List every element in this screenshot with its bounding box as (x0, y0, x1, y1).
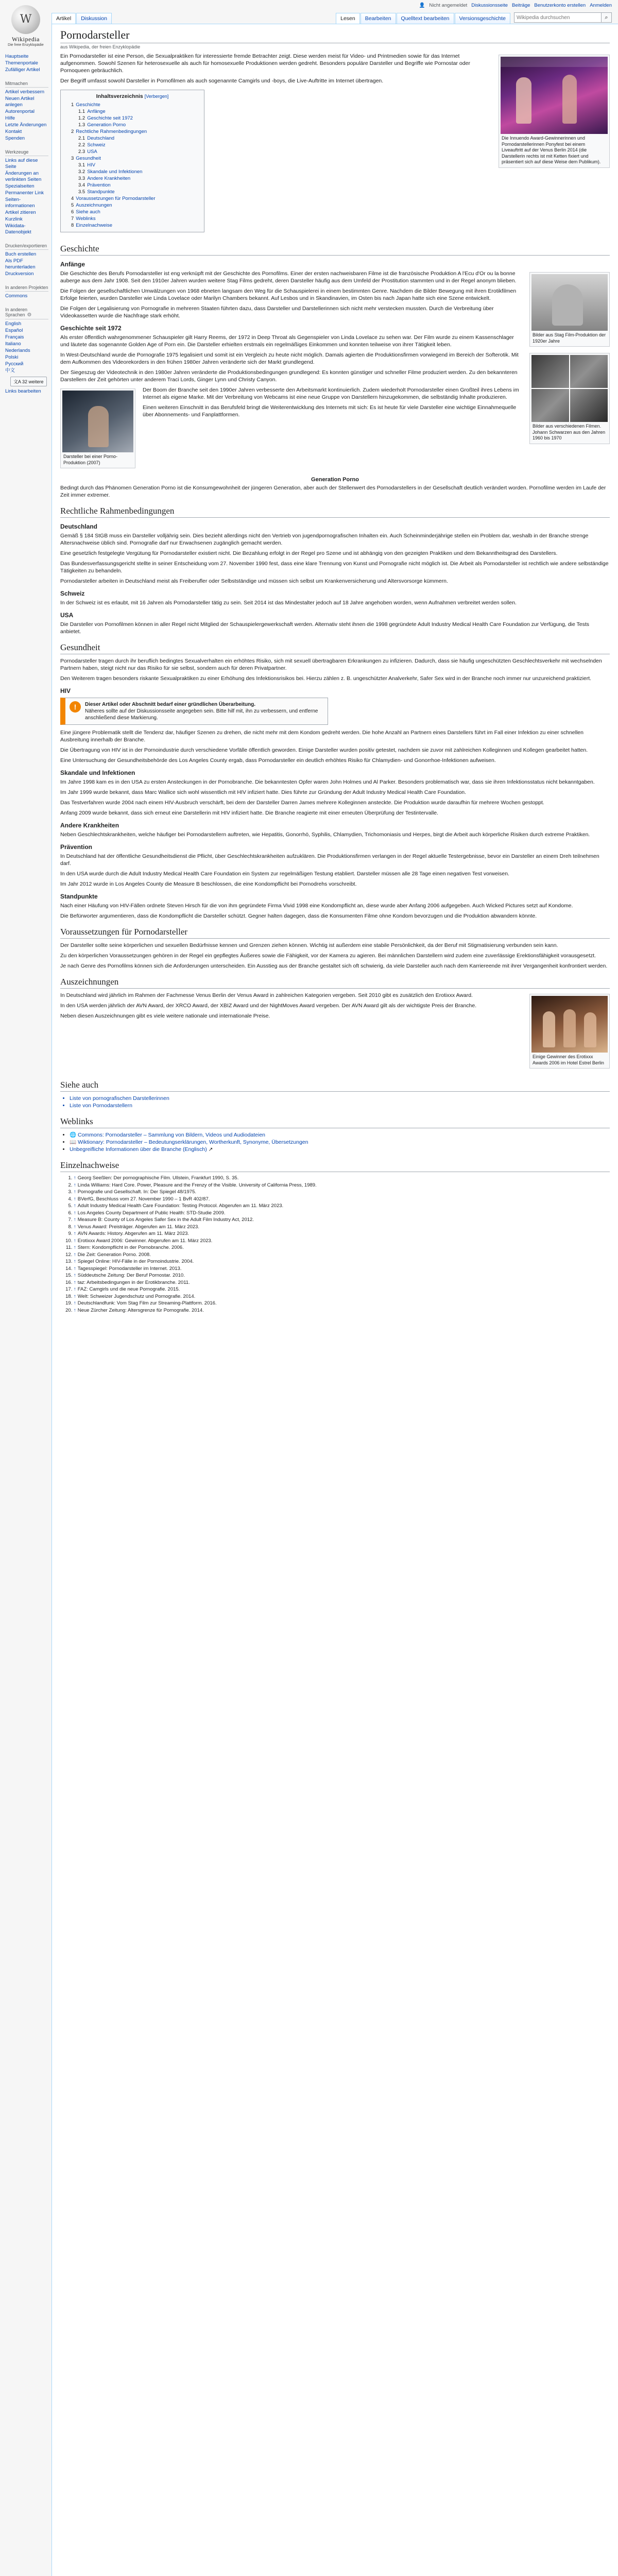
werkzeuge-item[interactable]: Wikidata-Datenobjekt (5, 223, 31, 235)
reference-item (74, 1266, 610, 1273)
table-of-contents (60, 90, 204, 232)
toc-label: Skandale und Infektionen (87, 169, 143, 175)
photo-award-winners[interactable] (531, 996, 608, 1053)
reference-text: Neue Zürcher Zeitung: Altersgrenze für Pornografie. 2014. (77, 1307, 204, 1313)
paragraph: Pornodarsteller arbeiten in Deutschland meist als Freiberufler oder Selbstständige und müssen sich selbst um Krankenversicherung und Altersvorsorge kümmern. (60, 578, 448, 584)
nav-portlet (0, 52, 52, 76)
search-box (514, 12, 612, 23)
sidebar (0, 0, 52, 2576)
reference-list (60, 1175, 610, 1314)
paragraph: Pornodarsteller tragen durch ihr beruflich bedingtes Sexualverhalten ein erhöhtes Risiko, sich mit sexuell übertragbaren Erkrankungen zu infizieren. Dadurch, dass sie häufig ungeschützten Geschlechtsverkehr mit wechselnden Partnern haben, steigt nicht nur das Risiko für sie selbst, sondern auch für deren Privatpartner. (60, 658, 602, 671)
portlet-heading: Mitmachen (5, 81, 48, 88)
backlink-icon[interactable]: ↑ (74, 1293, 76, 1299)
mitmachen-item[interactable]: Spenden (5, 135, 25, 141)
section-heading-voraussetzungen: Voraussetzungen für Pornodarsteller (60, 927, 610, 939)
portlet-heading: In anderen Projekten (5, 285, 48, 292)
photo-bw-films[interactable] (531, 355, 608, 422)
werkzeuge-portlet (0, 144, 52, 238)
toc-item[interactable] (71, 202, 199, 209)
section-heading-gesundheit: Gesundheit (60, 642, 610, 654)
projekte-item[interactable]: Commons (5, 293, 28, 299)
toc-item[interactable] (71, 148, 199, 155)
toc-num: 1.3 (78, 122, 85, 128)
toc-item[interactable] (71, 182, 199, 189)
paragraph: Nach einer Häufung von HIV-Fällen ordnete Steven Hirsch für die von ihm gegründete Firma Vivid 1998 eine Kondompflicht an, diese wurde aber Anfang 2006 aufgegeben. Auch Wicked Pictures setzt auf Kondome. (60, 903, 573, 909)
reference-text: Georg Seeßlen: Der pornographische Film. Ullstein, Frankfurt 1990, S. 35. (77, 1175, 239, 1181)
toc-num: 2.3 (78, 149, 85, 155)
toc-num: 8 (71, 223, 74, 228)
reference-text: Linda Williams: Hard Core. Power, Pleasure and the Frenzy of the Visible. University of California Press, 1989. (77, 1182, 317, 1188)
paragraph: Das Bundesverfassungsgericht stellte in seiner Entscheidung vom 27. November 1990 fest, dass eine klare Trennung von Kunst und Pornografie nicht möglich ist. Die Arbeit als Pornodarsteller ist rechtlich wie andere selbständige Tätigkeiten zu behandeln. (60, 561, 609, 574)
tab-edit-source[interactable]: Quelltext bearbeiten (397, 13, 454, 24)
see-also-link[interactable]: • Liste von Pornodarstellern (70, 1102, 610, 1109)
contributions-link[interactable]: Beiträge (512, 3, 530, 8)
backlink-icon[interactable]: ↑ (74, 1182, 76, 1188)
external-link-icon: ↗ (207, 1146, 213, 1153)
reference-item (74, 1238, 610, 1245)
drucken-item[interactable]: Buch erstellen (5, 251, 37, 257)
wiktionary-icon: 📖 (70, 1139, 78, 1145)
toc-title (66, 93, 199, 99)
paragraph: Der Siegeszug der Videotechnik in den 1980er Jahren veränderte die Produktionsbedingungen grundlegend: Es konnten günstiger und schneller Filme produziert werden. Zu den bekannteren Darstellern der Zeit gehörten unter anderem Traci Lords, Ginger Lynn und Christy Canyon. (60, 369, 518, 383)
reference-text: Spiegel Online: HIV-Fälle in der Pornoindustrie. 2004. (77, 1259, 194, 1264)
language-link[interactable]: Español (5, 328, 23, 333)
thumb-caption: Bilder aus verschiedenen Filmen. Johann Schwarzen aus den Jahren 1960 bis 1970 (533, 423, 606, 440)
login-link[interactable]: Anmelden (590, 3, 612, 8)
reference-item (74, 1294, 610, 1300)
paragraph: Als erster öffentlich wahrgenommener Schauspieler gilt Harry Reems, der 1972 in Deep Throat als Gegenspieler von Linda Lovelace zu sehen war. Der Film wurde zu einem Kassenschlager und läutete das sogenannte Golden Age of Porn ein. Die Darsteller erhielten erstmals ein regelmäßiges Einkommen und konnten teilweise von ihrer Tätigkeit leben. (60, 334, 514, 348)
paragraph: In der Schweiz ist es erlaubt, mit 16 Jahren als Pornodarsteller tätig zu sein. Seit 2014 ist das Mindestalter jedoch auf 18 Jahre angehoben worden, wenn Aufnahmen verbreitet werden sollen. (60, 600, 517, 606)
search-icon[interactable]: ⌕ (602, 12, 612, 23)
weblink-text[interactable]: Wiktionary: Pornodarsteller – Bedeutungserklärungen, Wortherkunft, Synonyme, Übersetzungen (78, 1139, 308, 1145)
toc-num: 2 (71, 129, 74, 134)
thumb-caption: Die Innuendo Award-Gewinnerinnen und Pornodarstellerinnen Ponyfest bei einem Liveauftritt auf der Venus Berlin 2014 (die Darstellerin rechts ist mit Ketten fixiert und präsentiert sich auf diese Weise dem Publikum). (502, 135, 601, 164)
reference-text: Venus Award: Preisträger. Abgerufen am 11. März 2023. (77, 1224, 199, 1230)
reference-text: BVerfG, Beschluss vom 27. November 1990 – 1 BvR 402/87. (77, 1196, 210, 1202)
paragraph: In Deutschland hat der öffentliche Gesundheitsdienst die Pflicht, über Geschlechtskrankheiten aufzuklären. Die Produktionsfirmen verlangen in der Regel aktuelle Testergebnisse, bevor ein Darsteller an einem Dreh teilnehmen darf. (60, 853, 599, 867)
toc-toggle[interactable]: [Verbergen] (144, 94, 169, 99)
reference-item (74, 1210, 610, 1217)
tab-read[interactable]: Lesen (336, 13, 360, 24)
paragraph: Der Boom der Branche seit den 1990er Jahren verbesserte den Arbeitsmarkt kontinuierlich. Zudem wiederholt Pornodarsteller einen Großteil ihres Lebens im Internet als eigene Marke. Mit der Verbreitung von Webcams ist eine neue Gruppe von Darstellern hinzugekommen, die selbständig Inhalte produzieren. (143, 387, 519, 400)
reference-text: Adult Industry Medical Health Care Foundation: Testing Protocol. Abgerufen am 11. März 2023. (77, 1203, 284, 1209)
paragraph: Die Übertragung von HIV ist in der Pornoindustrie durch verschiedene Vorfälle öffentlich geworden. Einige Darsteller wurden positiv getestet, nachdem sie zuvor mit zahlreichen Kolleginnen und Kollegen gearbeitet hatten. (60, 747, 588, 753)
toc-item[interactable] (71, 142, 199, 148)
reference-text: Measure B: County of Los Angeles Safer Sex in the Adult Film Industry Act, 2012. (77, 1217, 254, 1223)
reference-text: taz: Arbeitsbedingungen in der Erotikbranche. 2011. (77, 1279, 190, 1285)
werkzeuge-item[interactable]: Kurzlink (5, 216, 23, 222)
subsection-heading-praevention: Prävention (60, 843, 93, 851)
paragraph: Die Befürworter argumentieren, dass die Kondompflicht die Darsteller schützt. Gegner halten dagegen, dass die Konsumenten Filme ohne Kondom bevorzugen und die Produktion abwandern könnte. (60, 913, 537, 919)
toc-label: Geschichte seit 1972 (87, 115, 133, 121)
language-link[interactable]: 中文 (5, 368, 15, 374)
photo-venus-stage[interactable] (501, 57, 608, 134)
tab-history[interactable]: Versionsgeschichte (455, 13, 510, 24)
drucken-item[interactable]: Als PDF herunterladen (5, 258, 36, 270)
toc-num: 3.5 (78, 189, 85, 195)
more-languages-button[interactable] (10, 377, 47, 386)
mitmachen-item[interactable]: Autorenportal (5, 109, 35, 114)
subsection-heading-seit1972: Geschichte seit 1972 (60, 325, 122, 332)
gear-icon[interactable]: ⚙ (27, 312, 32, 318)
paragraph: Je nach Genre des Pornofilms können sich die Anforderungen unterscheiden. Ein Ausstieg aus der Branche gestaltet sich oft schwierig, da viele Darsteller auch nach dem Karriereende mit ihrer Vergangenheit konfrontiert werden. (60, 963, 608, 969)
backlink-icon[interactable]: ↑ (74, 1273, 76, 1278)
toc-label: Einzelnachweise (76, 223, 113, 228)
wordmark: Wikipedia (12, 35, 40, 43)
subsection-heading-hiv: HIV (60, 687, 71, 694)
toc-label: Andere Krankheiten (87, 176, 131, 181)
subsection-heading-generation: Generation Porno (311, 477, 359, 483)
toc-num: 6 (71, 209, 74, 215)
toc-label: USA (87, 149, 97, 155)
paragraph: Im Jahre 1998 kam es in den USA zu ersten Ansteckungen in der Pornobranche. Die bekanntesten Opfer waren John Holmes und Al Parker. Besonders problematisch war, dass sie ihren Infektionsstatus nicht bekanntgaben. (60, 779, 595, 785)
paragraph: Die Folgen der gesellschaftlichen Umwälzungen von 1968 ebneten langsam den Weg für die Schauspielerei in einem bestimmten Genre. Nachdem die Bilder Bewegung mit ihren Erotikfilmen Erfolge feierten, wurden Darsteller wie Linda Lovelace oder Marilyn Chambers bekannt. Auf Lesbos und in Skandinavien, im Osten bis nach Japan hatte sich eine Szene entwickelt. (60, 288, 517, 301)
subsection-heading-standpunkte: Standpunkte (60, 893, 98, 900)
backlink-icon[interactable]: ↑ (74, 1259, 76, 1264)
create-account-link[interactable]: Benutzerkonto erstellen (534, 3, 586, 8)
toc-item[interactable] (71, 215, 199, 222)
backlink-icon[interactable]: ↑ (74, 1196, 76, 1202)
weblink-commons[interactable] (70, 1131, 610, 1139)
backlink-icon[interactable]: ↑ (74, 1300, 76, 1306)
toc-item[interactable] (71, 128, 199, 135)
more-languages-label: 32 weitere (22, 379, 44, 384)
paragraph: Neben diesen Auszeichnungen gibt es viele weitere nationale und internationale Preise. (60, 1013, 270, 1019)
anon-label: Nicht angemeldet (429, 3, 468, 8)
language-link[interactable]: Nederlands (5, 348, 30, 353)
personal-tools (419, 3, 612, 8)
reference-text: Deutschlandfunk: Vom Stag Film zur Streaming-Plattform. 2016. (77, 1300, 217, 1306)
subsection-heading-anfaenge: Anfänge (60, 261, 85, 268)
paragraph: In den USA werden jährlich der AVN Award, der XRCO Award, der XBIZ Award und der NightMoves Award vergeben. Der AVN Award gilt als der wichtigste Preis der Branche. (60, 1003, 477, 1009)
see-also-link[interactable]: • Liste von pornografischen Darstellerinnen (70, 1095, 610, 1102)
mitmachen-item[interactable]: Letzte Änderungen (5, 122, 47, 128)
search-input[interactable] (514, 12, 602, 23)
paragraph: In den USA wurde durch die Adult Industry Medical Health Care Foundation ein System zur regelmäßigen Testung etabliert. Darsteller müssen alle 28 Tage einen negativen Test vorweisen. (60, 871, 509, 877)
toc-item[interactable] (71, 222, 199, 229)
thumb-venus (499, 55, 610, 168)
toc-num: 3.2 (78, 169, 85, 175)
portlet-heading: Werkzeuge (5, 149, 48, 156)
globe-glyph: W (20, 13, 32, 26)
maintenance-notice (60, 698, 328, 725)
section-heading-siehe-auch: Siehe auch (60, 1080, 610, 1092)
toc-item[interactable] (71, 115, 199, 122)
reference-text: Tagesspiegel: Pornodarsteller im Internet. 2013. (77, 1265, 182, 1272)
reference-text: Die Zeit: Generation Porno. 2008. (77, 1251, 151, 1258)
weblink-wiktionary[interactable] (70, 1139, 610, 1146)
projekte-portlet (0, 280, 52, 302)
toc-num: 3.4 (78, 182, 85, 188)
backlink-icon[interactable]: ↑ (74, 1189, 76, 1195)
toc-num: 3.3 (78, 176, 85, 181)
reference-text: Stern: Kondompflicht in der Pornobranche. 2006. (77, 1245, 184, 1250)
werkzeuge-item[interactable]: Artikel zitieren (5, 210, 36, 215)
section-heading-weblinks: Weblinks (60, 1116, 610, 1128)
toc-num: 2.1 (78, 135, 85, 141)
drucken-portlet (0, 238, 52, 280)
backlink-icon[interactable]: ↑ (74, 1203, 76, 1209)
toc-label: Schweiz (87, 142, 106, 148)
weblink-external[interactable] (70, 1146, 610, 1153)
toc-label: Prävention (87, 182, 111, 188)
toc-num: 3.1 (78, 162, 85, 168)
toc-label: Voraussetzungen für Pornodarsteller (76, 196, 156, 201)
weblink-text[interactable]: Commons: Pornodarsteller – Sammlung von Bildern, Videos und Audiodateien (78, 1132, 266, 1138)
intro-paragraph: Ein Pornodarsteller ist eine Person, die Sexualpraktiken für interessierte fremde Betrachter zeigt. Diese werden meist für Video- und Printmedien sowie für das Internet aufgenommen. Sowohl Szenen für heterosexuelle als auch für homosexuelle Produktionen werden gedreht. Besonders populäre Darsteller und Begriffe wie Pornostar oder Pornoqueen gebräuchlich. (60, 53, 470, 74)
toc-num: 1.2 (78, 115, 85, 121)
toc-item[interactable] (71, 108, 199, 115)
reference-item (74, 1203, 610, 1210)
reference-text: Süddeutsche Zeitung: Der Beruf Pornostar. 2010. (77, 1273, 185, 1278)
talk-link[interactable]: Diskussionsseite (471, 3, 508, 8)
werkzeuge-item[interactable]: Änderungen an verlinkten Seiten (5, 171, 42, 182)
paragraph: Anfang 2009 wurde bekannt, dass sich erneut eine Darstellerin mit HIV infiziert hatte. Die Branche reagierte mit einer erneuten Überprüfung der Testintervalle. (60, 810, 439, 816)
sprachen-portlet (0, 302, 52, 397)
thumb-stagfilm (529, 272, 610, 347)
toc-item[interactable] (71, 209, 199, 215)
toc-label: Deutschland (87, 135, 115, 141)
site-subtitle: aus Wikipedia, der freien Enzyklopädie (60, 44, 141, 49)
toc-num: 2.2 (78, 142, 85, 148)
reference-text: AVN Awards: History. Abgerufen am 11. März 2023. (77, 1231, 190, 1236)
paragraph: Neben Geschlechtskrankheiten, welche häufiger bei Pornodarstellern auftreten, wie Hepatitis, Gonorrhö, Syphilis, Chlamydien, Trichomoniasis und Herpes, birgt die Arbeit auch körperliche Risiken durch extreme Praktiken. (60, 832, 590, 838)
reference-item (74, 1196, 610, 1203)
article-content (52, 24, 618, 2576)
toc-label: Rechtliche Rahmenbedingungen (76, 129, 147, 134)
backlink-icon[interactable]: ↑ (74, 1231, 76, 1236)
tab-edit[interactable]: Bearbeiten (360, 13, 396, 24)
backlink-icon[interactable]: ↑ (74, 1224, 76, 1230)
mitmachen-item[interactable]: Hilfe (5, 115, 15, 121)
werkzeuge-item[interactable]: Spezialseiten (5, 183, 35, 189)
toc-label: Siehe auch (76, 209, 100, 215)
reference-text: Los Angeles County Department of Public Health: STD-Studie 2009. (77, 1210, 226, 1216)
notice-text (85, 701, 323, 721)
backlink-icon[interactable]: ↑ (74, 1217, 76, 1223)
werkzeuge-item[interactable]: Links auf diese Seite (5, 158, 38, 170)
photo-stag-film[interactable] (531, 274, 608, 331)
toc-label: Standpunkte (87, 189, 115, 195)
toc-item[interactable] (71, 155, 199, 162)
backlink-icon[interactable]: ↑ (74, 1175, 76, 1181)
thumb-caption: Einige Gewinner des Erotixxx Awards 2006 im Hotel Estrel Berlin (533, 1054, 604, 1065)
nav-item[interactable]: Hauptseite (5, 54, 29, 59)
intro-paragraph: Der Begriff umfasst sowohl Darsteller in Pornofilmen als auch sogenannte Camgirls und -boys, die Live-Auftritte im Internet übertragen. (60, 78, 384, 84)
paragraph: Im Jahr 2012 wurde in Los Angeles County die Measure B beschlossen, die eine Kondompflicht bei Pornodrehs vorschreibt. (60, 881, 357, 887)
reference-item (74, 1259, 610, 1265)
paragraph: Eine gesetzlich festgelegte Vergütung für Pornodarsteller existiert nicht. Die Bezahlung erfolgt in der Regel pro Szene und ist abhängig von den gezeigten Praktiken und dem Bekanntheitsgrad des Darstellers. (60, 550, 558, 556)
language-link[interactable]: Polski (5, 354, 19, 360)
globe-icon (11, 5, 40, 34)
section-heading-geschichte: Geschichte (60, 244, 610, 256)
toc-num: 3 (71, 156, 74, 161)
thumb-production (60, 388, 135, 468)
toc-label: Geschichte (76, 102, 100, 108)
nav-item[interactable]: Themenportale (5, 60, 38, 66)
reference-item (74, 1175, 610, 1182)
section-heading-recht: Rechtliche Rahmenbedingungen (60, 506, 610, 518)
paragraph: Eine Untersuchung der Gesundheitsbehörde des Los Angeles County ergab, dass Pornodarsteller ein deutlich erhöhtes Risiko für Chlamydien- und Gonorrhoe-Infektionen aufweisen. (60, 757, 496, 764)
toc-item[interactable] (71, 135, 199, 142)
edit-links[interactable]: Links bearbeiten (5, 388, 41, 394)
toc-num: 5 (71, 202, 74, 208)
subsection-heading-us: USA (60, 612, 74, 619)
mitmachen-item[interactable]: Neuen Artikel anlegen (5, 96, 35, 108)
paragraph: Die Folgen der Legalisierung von Pornografie in mehreren Staaten führten dazu, dass Darsteller und Darstellerinnen sich nicht mehr verstecken mussten. Durch die Verbreitung über Videokassetten wurde die Nachfrage stark erhöht. (60, 306, 494, 319)
sprachen-title: In anderen Sprachen (5, 307, 28, 317)
paragraph: Bedingt durch das Phänomen Generation Porno ist die Konsumgewohnheit der jüngeren Generation, aber auch der Stellenwert des Pornodarstellers in der Gesellschaft deutlich verändert worden. Pornofilme werden im Laufe der Zeit immer extremer. (60, 485, 606, 498)
portlet-heading (5, 307, 48, 319)
subsection-heading-skandale: Skandale und Infektionen (60, 769, 135, 776)
reference-item (74, 1252, 610, 1259)
reference-item (74, 1300, 610, 1307)
paragraph: Die Darsteller von Pornofilmen können in aller Regel nicht Mitglied der Schauspielergewerkschaft werden. Alternativ steht ihnen die 1998 gegründete Adult Industry Medical Health Care Foundation zur Verfügung, die Tests anbietet. (60, 621, 590, 635)
page-tabs (52, 11, 618, 24)
toc-label: Auszeichnungen (76, 202, 112, 208)
reference-item (74, 1308, 610, 1314)
subsection-heading-ch: Schweiz (60, 590, 85, 597)
backlink-icon[interactable]: ↑ (74, 1265, 76, 1272)
backlink-icon[interactable]: ↑ (74, 1245, 76, 1250)
user-icon: 👤 (419, 3, 425, 8)
thumb-caption: Darsteller bei einer Porno-Produktion (2007) (63, 454, 118, 465)
paragraph: Eine jüngere Problematik stellt die Tendenz dar, häufiger Szenen zu drehen, die nicht mehr mit dem Kondom gedreht werden. Die hohe Anzahl an Partnern eines Darstellers führt im Fall einer Infektion zu einer schnellen Ausbreitung innerhalb der Branche. (60, 730, 583, 743)
toc-item[interactable] (71, 162, 199, 168)
language-link[interactable]: Français (5, 334, 24, 340)
language-link[interactable]: English (5, 321, 22, 327)
toc-label: HIV (87, 162, 96, 168)
reference-item (74, 1217, 610, 1224)
backlink-icon[interactable]: ↑ (74, 1307, 76, 1313)
toc-item[interactable] (71, 101, 199, 108)
subsection-heading-andere: Andere Krankheiten (60, 822, 119, 829)
weblink-text[interactable]: Unbegreifliche Informationen über die Branche (Englisch) (70, 1146, 207, 1153)
paragraph: Den Weiterem tragen besonders riskante Sexualpraktiken zu einer Erhöhung des Infektionsrisikos bei. Hierzu zählen z. B. ungeschützter Analverkehr, Safer Sex wird in der Branche noch immer nur unzureichend praktiziert. (60, 675, 592, 682)
backlink-icon[interactable]: ↑ (74, 1210, 76, 1216)
notice-subtitle: Näheres sollte auf der Diskussionsseite angegeben sein. Bitte hilf mit, ihn zu verbessern, und entferne anschließend diese Markierung. (85, 708, 318, 721)
reference-item (74, 1280, 610, 1286)
toc-item[interactable] (71, 195, 199, 202)
paragraph: In Deutschland wird jährlich im Rahmen der Fachmesse Venus Berlin der Venus Award in zahlreichen Kategorien vergeben. Seit 2010 gibt es zusätzlich den Erotixxx Award. (60, 992, 473, 998)
reference-item (74, 1231, 610, 1238)
reference-item (74, 1224, 610, 1231)
tagline: Die freie Enzyklopädie (8, 43, 44, 47)
toc-num: 1 (71, 102, 74, 108)
mitmachen-item[interactable]: Artikel verbessern (5, 89, 45, 95)
toc-num: 4 (71, 196, 74, 201)
toc-label: Weblinks (76, 216, 96, 222)
reference-item (74, 1182, 610, 1189)
werkzeuge-item[interactable]: Seiteninformationen (5, 197, 35, 209)
nav-item[interactable]: Zufälliger Artikel (5, 67, 40, 73)
paragraph: Gemäß § 184 StGB muss ein Darsteller volljährig sein. Dies bezieht allerdings nicht den Vertrieb von jugendpornografischen Inhalten ein. Auch Scheinminderjährige stellen ein Problem dar, weshalb in der Branche strenge Altersnachweise üblich sind. Pornografie darf nur Erwachsenen zugänglich gemacht werden. (60, 533, 589, 546)
translate-icon: 文A (13, 379, 23, 384)
tab-article[interactable]: Artikel (52, 13, 76, 24)
mitmachen-portlet (0, 76, 52, 144)
toc-num: 1.1 (78, 109, 85, 114)
backlink-icon[interactable]: ↑ (74, 1279, 76, 1285)
page-title: Pornodarsteller (60, 28, 610, 43)
toc-item[interactable] (71, 175, 199, 182)
paragraph: Der Darsteller sollte seine körperlichen und sexuellen Bedürfnisse kennen und Grenzen ziehen können. Wichtig ist außerdem eine stabile Persönlichkeit, da der Beruf mit Stigmatisierung verbunden sein kann. (60, 942, 558, 948)
reference-text: Welt: Schweizer Jugendschutz und Pornografie. 2014. (77, 1293, 196, 1299)
wikipedia-logo[interactable] (0, 0, 52, 52)
section-heading-auszeichnungen: Auszeichnungen (60, 977, 610, 989)
backlink-icon[interactable]: ↑ (74, 1251, 76, 1258)
subsection-heading-de: Deutschland (60, 523, 98, 530)
toc-title-text: Inhaltsverzeichnis (96, 93, 143, 99)
backlink-icon[interactable]: ↑ (74, 1238, 76, 1244)
paragraph: In West-Deutschland wurde die Pornografie 1975 legalisiert und somit ist ein Vergleich zu heute nicht möglich. Damals agierten die Produktionsfirmen vorwiegend im Bereich der Softerotik. Mit dem Aufkommen des Videorekorders in den frühen 1980er Jahren veränderte sich der Markt grundlegend. (60, 352, 519, 365)
paragraph: Im Jahr 1999 wurde bekannt, dass Marc Wallice sich wohl wissentlich mit HIV infiziert hatte. Dies führte zur Gründung der Adult Industry Medical Health Care Foundation. (60, 789, 467, 795)
drucken-item[interactable]: Druckversion (5, 271, 34, 277)
toc-item[interactable] (71, 189, 199, 195)
toc-item[interactable] (71, 168, 199, 175)
reference-text: FAZ: Camgirls und die neue Pornografie. 2015. (77, 1286, 180, 1292)
reference-item (74, 1245, 610, 1251)
paragraph: Zu den körperlichen Voraussetzungen gehören in der Regel ein gepflegtes Äußeres sowie die Fähigkeit, vor der Kamera zu agieren. Bei männlichen Darstellern wird zudem eine zuverlässige Erektionsfähigkeit vorausgesetzt. (60, 953, 596, 959)
warning-icon: ! (70, 701, 81, 713)
language-link[interactable]: Русский (5, 361, 24, 367)
paragraph: Das Testverfahren wurde 2004 nach einem HIV-Ausbruch verschärft, bei dem der Darsteller Darren James mehrere Kolleginnen ansteckte. Die Produktion wurde daraufhin für mehrere Wochen gestoppt. (60, 800, 544, 806)
commons-icon: 🌐 (70, 1132, 78, 1138)
tab-discussion[interactable]: Diskussion (76, 13, 112, 24)
thumb-bw-films (529, 353, 610, 444)
mitmachen-item[interactable]: Kontakt (5, 129, 22, 134)
backlink-icon[interactable]: ↑ (74, 1286, 76, 1292)
reference-item (74, 1286, 610, 1293)
notice-title: Dieser Artikel oder Abschnitt bedarf einer gründlichen Überarbeitung. (85, 702, 255, 707)
toc-label: Generation Porno (87, 122, 126, 128)
language-link[interactable]: Italiano (5, 341, 21, 347)
photo-production[interactable] (62, 391, 133, 452)
toc-num: 7 (71, 216, 74, 222)
toc-item[interactable] (71, 122, 199, 128)
werkzeuge-item[interactable]: Permanenter Link (5, 190, 44, 196)
section-heading-einzelnachweise: Einzelnachweise (60, 1160, 610, 1172)
reference-item (74, 1273, 610, 1279)
thumb-award (529, 994, 610, 1069)
reference-text: Erotixxx Award 2006: Gewinner. Abgerufen am 11. März 2023. (77, 1238, 213, 1244)
reference-item (74, 1189, 610, 1196)
paragraph: Die Geschichte des Berufs Pornodarsteller ist eng verknüpft mit der Geschichte des Pornofilms. Einer der ersten nachweisbaren Filme ist die französische Produktion A l'Ecu d'Or ou la bonne auberge aus dem Jahr 1908. Seit den 1910er Jahren wurden weitere Stag Films gedreht, deren Darsteller häufig aus dem Umfeld der Prostitution stammten und in der Regel anonym blieben. (60, 270, 517, 284)
portlet-heading: Drucken/exportieren (5, 243, 48, 250)
reference-text: Pornografie und Gesellschaft. In: Der Spiegel 48/1975. (77, 1189, 197, 1195)
paragraph: Einen weiteren Einschnitt in das Berufsfeld bringt die Weiterentwicklung des Internets mit sich: Es ist heute für viele Darsteller eine wichtige Einnahmequelle über Abonnements- und Fanplattformen. (143, 404, 517, 418)
toc-label: Gesundheit (76, 156, 101, 161)
toc-label: Anfänge (87, 109, 106, 114)
thumb-caption: Bilder aus Stag Film-Produktion der 1920er Jahre (533, 332, 606, 344)
